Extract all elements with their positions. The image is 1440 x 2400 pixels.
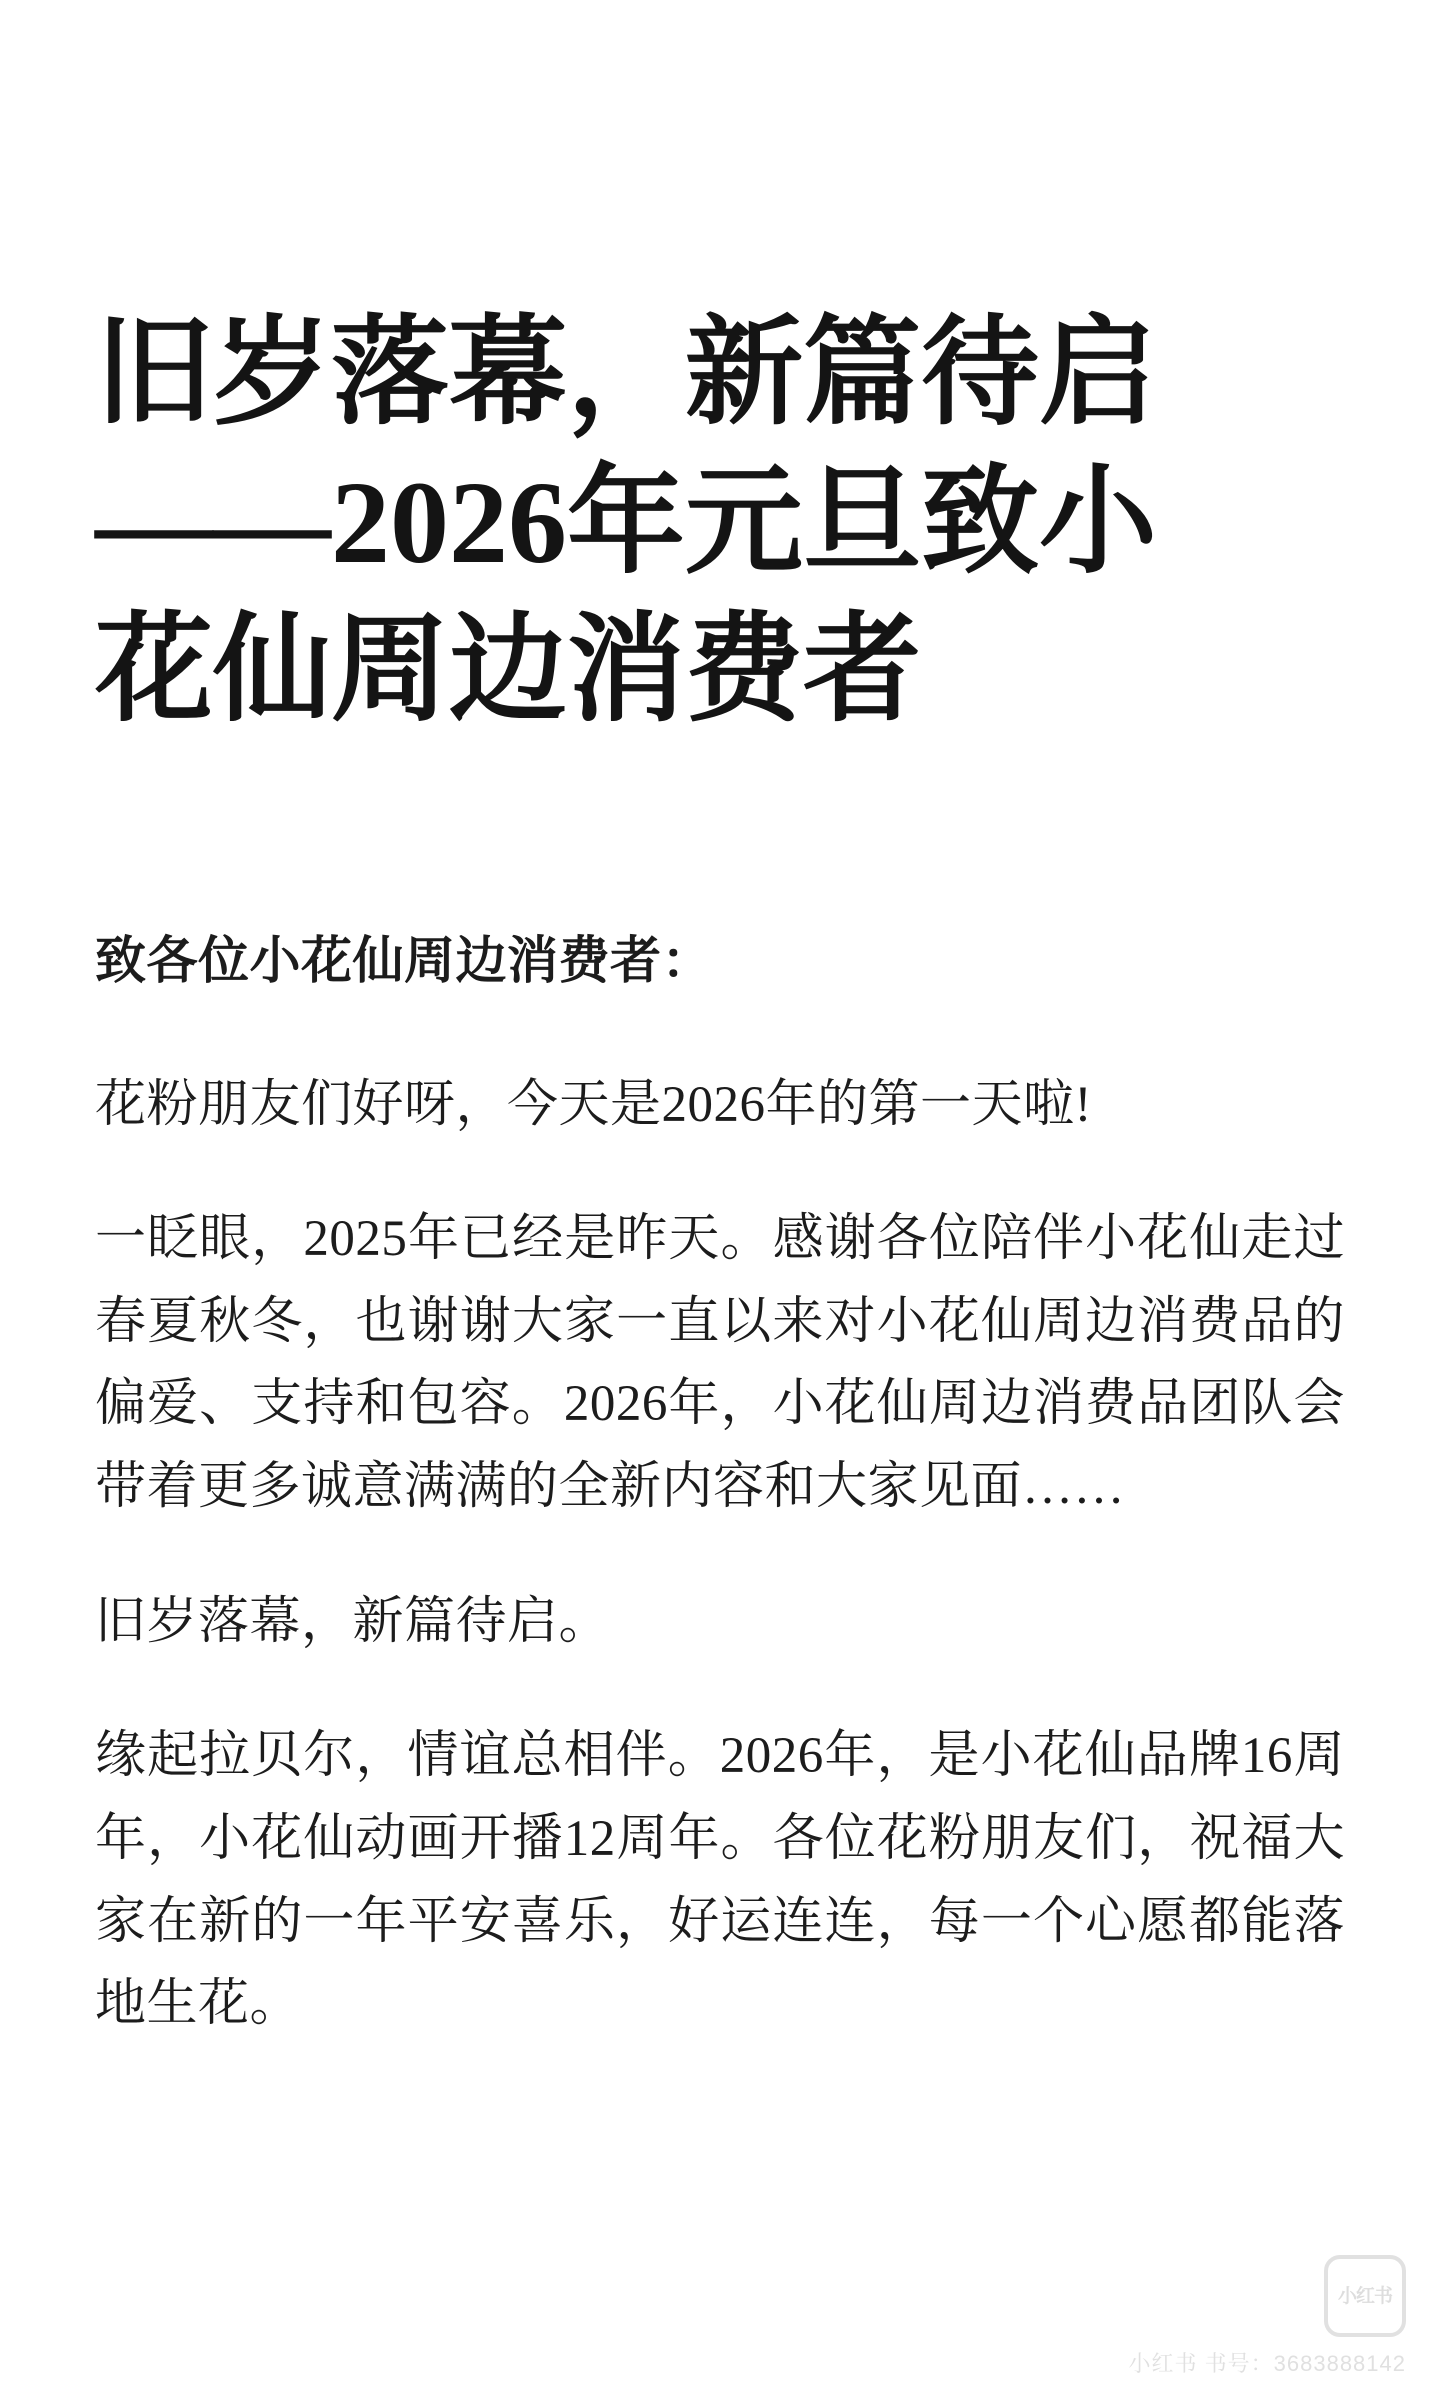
title-line-1: 旧岁落幕，新篇待启 (95, 308, 1158, 439)
title-line-3: 花仙周边消费者 (95, 605, 922, 737)
document-body (95, 921, 1345, 2046)
transition-paragraph: 旧岁落幕，新篇待启。 (95, 1593, 611, 1650)
salutation-paragraph: 致各位小花仙周边消费者： (95, 934, 714, 991)
title-line-2: ——2026年元旦致小 (95, 456, 1158, 588)
thanks-paragraph: 一眨眼，2025年已经是昨天。感谢各位陪伴小花仙走过春夏秋冬，也谢谢大家一直以来对小花仙周边消费品的偏爱、支持和包容。2026年，小花仙周边消费品团队会带着更多诚意满满的全新内容和大家见面…… (95, 1211, 1345, 1516)
page-title (95, 300, 1345, 746)
watermark-account-text: 小红书 书号：3683888142 (1128, 2351, 1406, 2376)
greeting-paragraph: 花粉朋友们好呀，今天是2026年的第一天啦! (95, 1076, 1092, 1133)
xiaohongshu-logo-icon: 小红书 (1324, 2255, 1406, 2337)
closing-paragraph: 缘起拉贝尔，情谊总相伴。2026年，是小花仙品牌16周年，小花仙动画开播12周年。各位花粉朋友们，祝福大家在新的一年平安喜乐，好运连连，每一个心愿都能落地生花。 (95, 1728, 1345, 2033)
watermark (1129, 2255, 1406, 2378)
